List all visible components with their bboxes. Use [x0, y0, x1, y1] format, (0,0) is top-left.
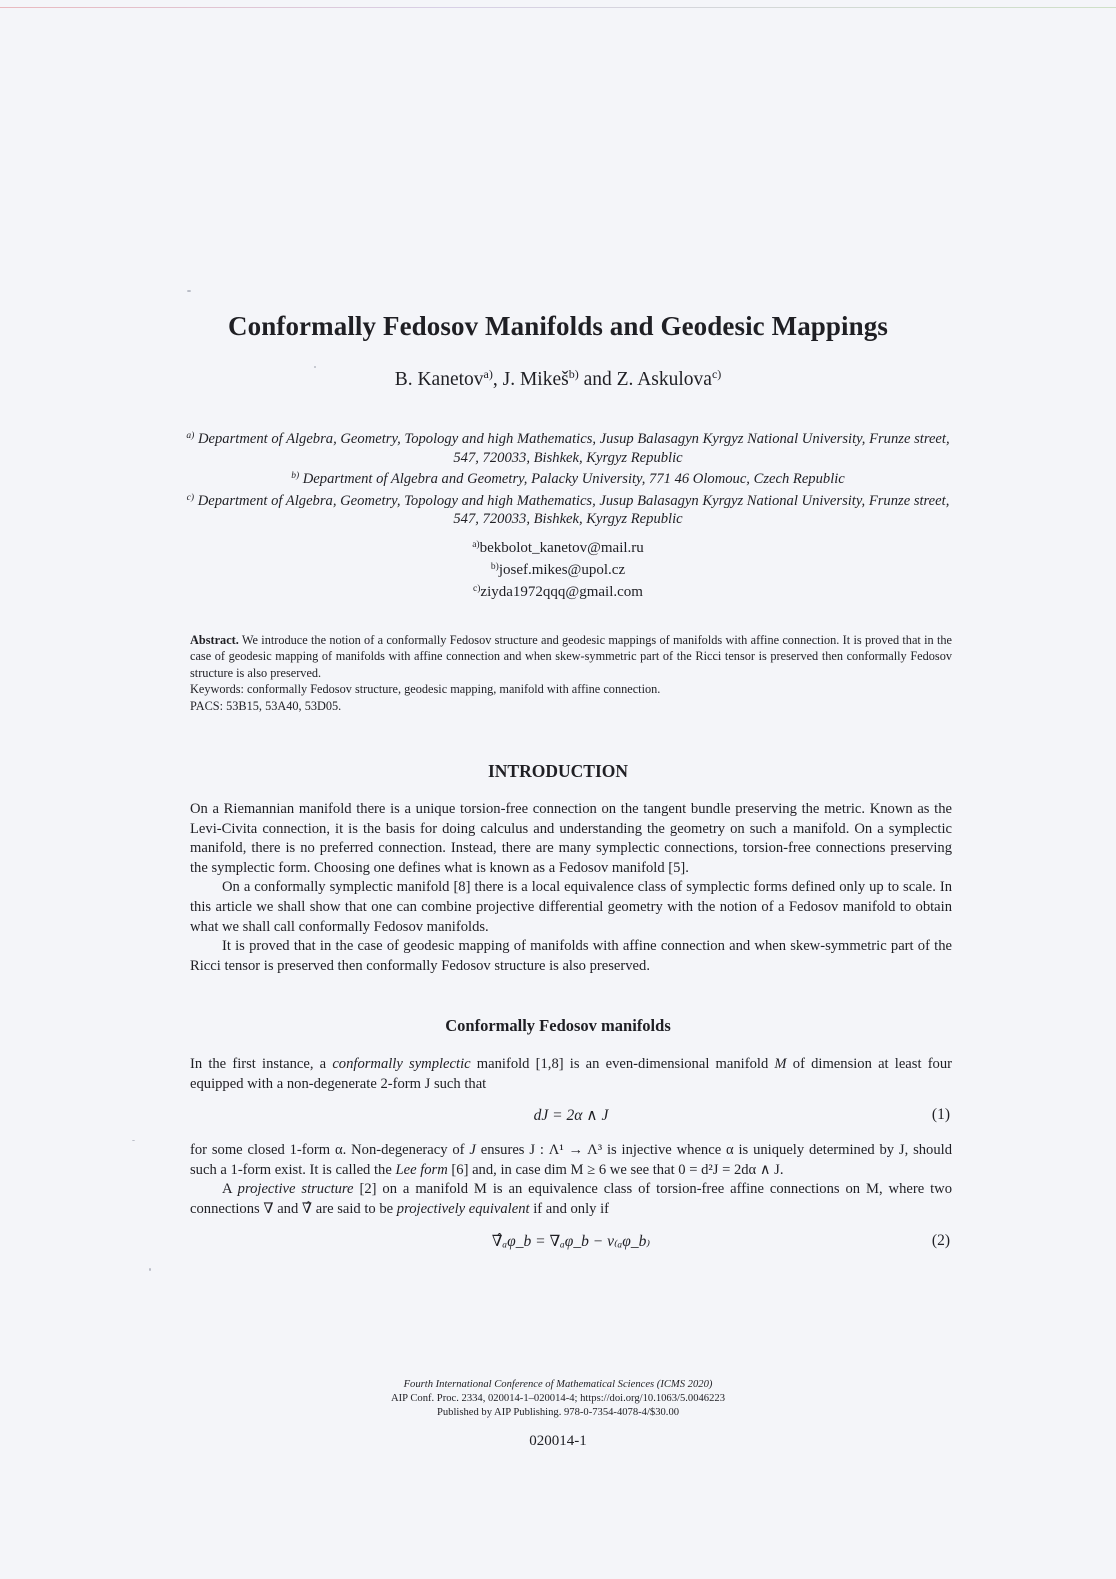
affiliation [180, 489, 956, 529]
equation-2 [190, 1232, 952, 1254]
scan-speck [149, 1268, 151, 1271]
paragraph [190, 1180, 952, 1219]
emphasis: projective structure [237, 1181, 354, 1198]
author-name: J. Mikeš [502, 369, 569, 390]
proceedings-citation: AIP Conf. Proc. 2334, 020014-1–020014-4; https://doi.org/10.1063/5.0046223 [391, 1393, 725, 1404]
abstract-text: We introduce the notion of a conformally Fedosov structure and geodesic mappings of manifolds with affine connection. It is proved that in the case of geodesic mapping of manifolds with affine connection and when skew-symmetric part of the Ricci tensor is preserved then conformally Fedosov structure is also preserved. [190, 633, 952, 680]
author-name: Z. Askulova [616, 369, 712, 390]
section-heading-conformally-fedosov: Conformally Fedosov manifolds [445, 1016, 671, 1035]
scan-speck [187, 290, 191, 292]
text-run: A [222, 1181, 238, 1198]
paragraph: On a conformally symplectic manifold [8] there is a local equivalence class of symplectic forms defined only up to scale. In this article we shall show that one can combine projective differential geometry with the notion of a Fedosov manifold to obtain what we shall call conformally Fedosov manifolds. [190, 879, 952, 935]
section-body [190, 1055, 952, 1094]
equation-rhs: = 2α ∧ J [548, 1107, 609, 1124]
publisher-line: Published by AIP Publishing. 978-0-7354-4078-4/$30.00 [436, 1407, 680, 1418]
text-run: [2] on a manifold M is an equivalence class of torsion-free affine connections on M, where two connections ∇ and ∇̂ are said to be [190, 1181, 952, 1217]
author-separator: , [492, 369, 503, 390]
email-entry [0, 580, 1116, 602]
text-run: manifold [1,8] is an even-dimensional manifold [470, 1056, 775, 1072]
math-symbol: J [469, 1142, 476, 1158]
affiliation [180, 467, 956, 489]
author-mark: c) [711, 367, 722, 381]
email-address: bekbolot_kanetov@mail.ru [479, 540, 644, 556]
author-mark: a) [483, 367, 493, 381]
email-entry [0, 558, 1116, 580]
author-separator: and [578, 369, 617, 390]
section-heading-introduction: INTRODUCTION [487, 761, 629, 781]
paragraph [190, 1141, 952, 1180]
email-mark: b) [490, 562, 499, 572]
equation-number: (2) [931, 1232, 950, 1249]
abstract [190, 632, 952, 714]
section-body-continued [190, 1141, 952, 1219]
conference-name: Fourth International Conference of Mathematical Sciences (ICMS 2020) [403, 1379, 713, 1390]
introduction-body [190, 800, 952, 976]
emphasis: Lee form [395, 1161, 448, 1178]
affiliation-mark: a) [186, 431, 195, 441]
email-mark: c) [473, 584, 481, 594]
affiliations [180, 427, 956, 529]
page-number: 020014-1 [529, 1433, 587, 1449]
paragraph: On a Riemannian manifold there is a unique torsion-free connection on the tangent bundle preserving the metric. Known as the Levi-Civita connection, it is the basis for doing calculus and understanding the geometry on such a manifold. On a symplectic manifold, there is no preferred connection. Instead, there are many symplectic connections, torsion-free connections preserving the symplectic form. Choosing one defines what is known as a Fedosov manifold [5]. [190, 801, 952, 876]
email-entry [0, 536, 1116, 558]
equation-1 [190, 1106, 952, 1128]
equation-expression: ∇̂ₐφ_b = ∇ₐφ_b − ν₍ₐφ_b₎ [491, 1233, 651, 1250]
text-run: [6] and, in case dim M ≥ 6 we see that 0 = d²J = 2dα ∧ J. [447, 1161, 784, 1178]
author-name: B. Kanetov [394, 369, 484, 390]
email-address: ziyda1972qqq@gmail.com [480, 584, 643, 600]
affiliation-mark: b) [291, 471, 300, 481]
emphasis: projectively equivalent [396, 1200, 530, 1217]
equation-lhs: dJ [533, 1107, 549, 1124]
email-mark: a) [472, 540, 480, 550]
affiliation [180, 427, 956, 467]
math-symbol: M [774, 1056, 787, 1072]
text-run: ensures J : Λ¹ → Λ³ is injective whence α is uniquely determined by [475, 1142, 899, 1158]
equation-expression [190, 1106, 952, 1125]
author-line [0, 367, 1116, 391]
paper-title: Conformally Fedosov Manifolds and Geodesic Mappings [228, 311, 888, 341]
keywords: Keywords: conformally Fedosov structure, geodesic mapping, manifold with affine connection. [190, 682, 661, 697]
text-run: J, should such a 1-form exist. It is called the [190, 1142, 952, 1178]
equation-number: (1) [931, 1106, 950, 1123]
abstract-label: Abstract. [190, 633, 239, 647]
scan-speck [132, 1140, 135, 1141]
affiliation-mark: c) [186, 492, 195, 503]
text-run: for some closed 1-form α. Non-degeneracy of [190, 1142, 470, 1158]
email-address: josef.mikes@upol.cz [498, 562, 626, 578]
text-run: if and only if [529, 1200, 610, 1217]
email-list [0, 536, 1116, 602]
text-run: In the first instance, a [190, 1056, 333, 1072]
page-footer [0, 1378, 1116, 1420]
affiliation-text: Department of Algebra, Geometry, Topology and high Mathematics, Jusup Balasagyn Kyrgyz National University, Frunze street, 547, 720033, Bishkek, Kyrgyz Republic [197, 431, 950, 466]
pacs-codes: PACS: 53B15, 53A40, 53D05. [190, 698, 342, 713]
abstract-paragraph [190, 632, 952, 681]
paragraph: It is proved that in the case of geodesic mapping of manifolds with affine connection and when skew-symmetric part of the Ricci tensor is preserved then conformally Fedosov structure is also preserved. [190, 938, 952, 974]
affiliation-text: Department of Algebra, Geometry, Topology and high Mathematics, Jusup Balasagyn Kyrgyz National University, Frunze street, 547, 720033, Bishkek, Kyrgyz Republic [197, 492, 950, 527]
author-mark: b) [568, 367, 579, 381]
emphasis: conformally symplectic [332, 1056, 471, 1072]
text-run: of dimension at least four equipped with a non-degenerate 2-form J such that [190, 1056, 953, 1092]
affiliation-text: Department of Algebra and Geometry, Palacky University, 771 46 Olomouc, Czech Republic [302, 471, 845, 487]
paragraph [190, 1055, 952, 1094]
